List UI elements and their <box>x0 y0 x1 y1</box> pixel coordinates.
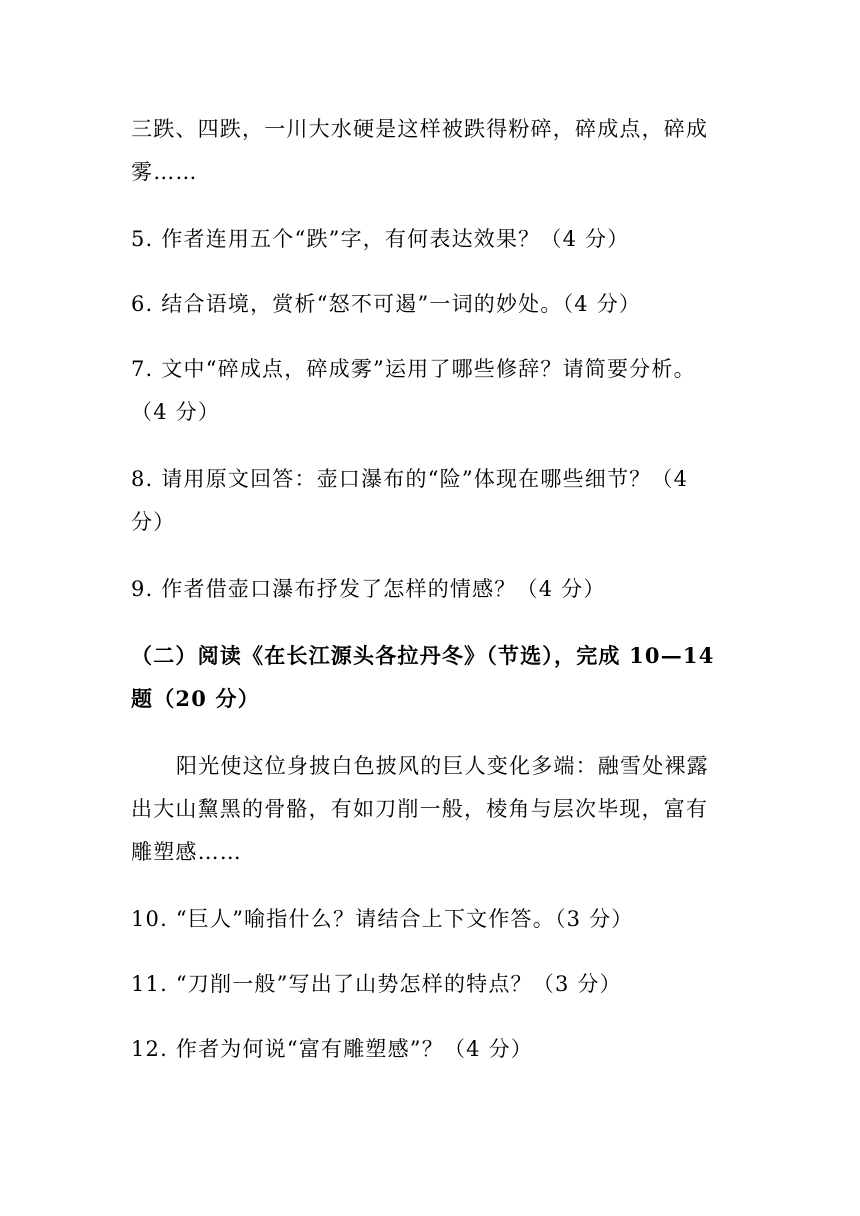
question-11: 11. “刀削一般”写出了山势怎样的特点？（3 分） <box>131 972 622 996</box>
question-12: 12. 作者为何说“富有雕塑感”？（4 分） <box>131 1037 533 1061</box>
question-5: 5. 作者连用五个“跌”字，有何表达效果？（4 分） <box>131 227 630 251</box>
question-7-line-2: （4 分） <box>131 400 221 424</box>
passage-two-line-3: 雕塑感…… <box>131 840 242 864</box>
passage-two-line-1: 阳光使这位身披白色披风的巨人变化多端：融雪处裸露 <box>176 754 709 778</box>
question-10: 10. “巨人”喻指什么？请结合上下文作答。（3 分） <box>131 907 634 931</box>
question-8-line-1: 8. 请用原文回答：壶口瀑布的“险”体现在哪些细节？（4 <box>131 467 689 491</box>
question-9: 9. 作者借壶口瀑布抒发了怎样的情感？（4 分） <box>131 577 606 601</box>
question-6: 6. 结合语境，赏析“怒不可遏”一词的妙处。（4 分） <box>131 292 642 316</box>
section-two-heading-line-2: 题（20 分） <box>131 686 260 711</box>
passage-one-line-2: 雾…… <box>131 160 198 184</box>
passage-one-line-1: 三跌、四跌，一川大水硬是这样被跌得粉碎，碎成点，碎成 <box>131 117 709 141</box>
section-two-heading-line-1: （二）阅读《在长江源头各拉丹冬》（节选），完成 10—14 <box>131 643 715 668</box>
question-7-line-1: 7. 文中“碎成点，碎成雾”运用了哪些修辞？请简要分析。 <box>131 357 696 381</box>
question-8-line-2: 分） <box>131 510 176 534</box>
passage-two-line-2: 出大山黧黑的骨骼，有如刀削一般，棱角与层次毕现，富有 <box>131 797 709 821</box>
